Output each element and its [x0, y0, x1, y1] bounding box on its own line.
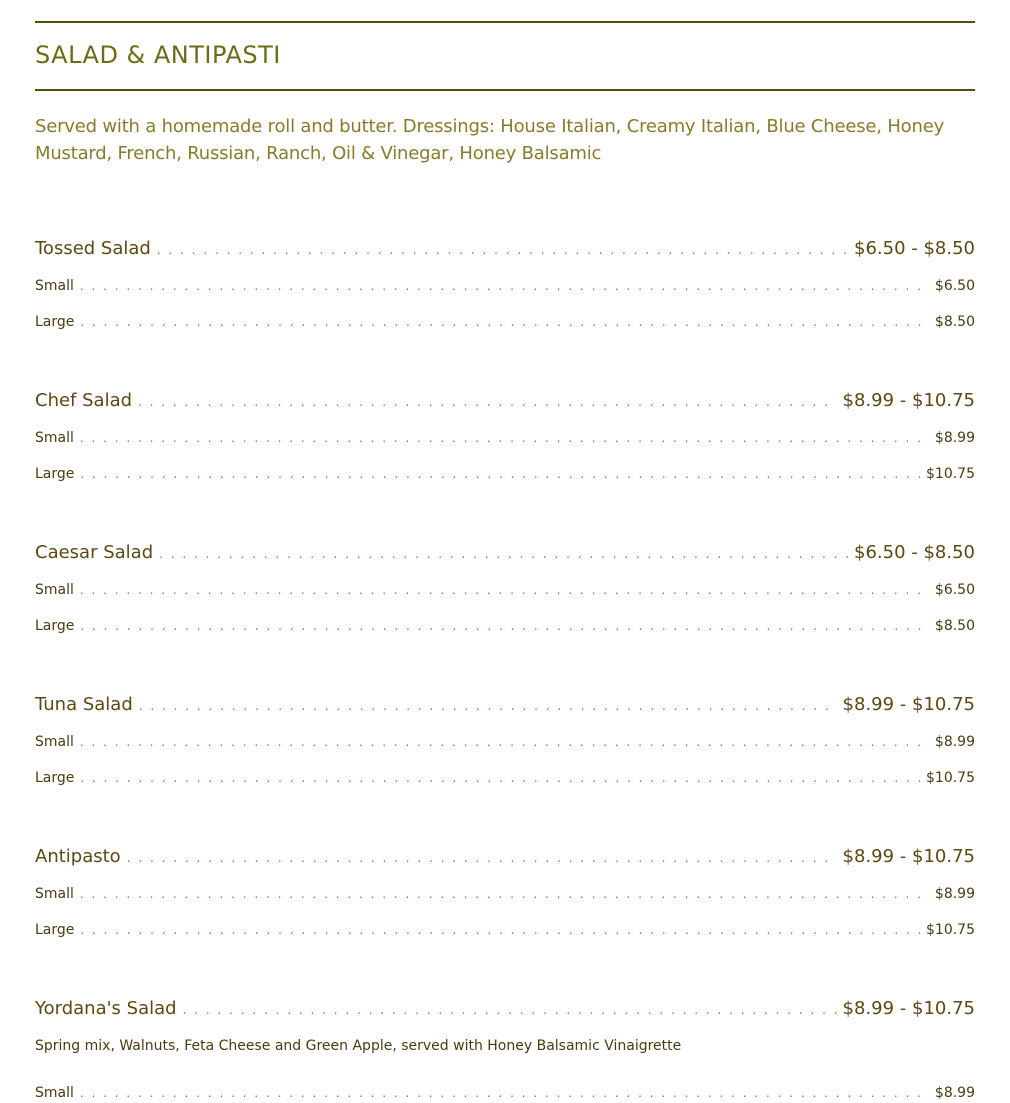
option-row	[35, 768, 975, 788]
option-label: Small	[35, 734, 74, 750]
dot-leader	[138, 390, 837, 414]
option-label: Small	[35, 278, 74, 294]
option-label: Large	[35, 922, 75, 938]
option-row	[35, 732, 975, 752]
menu-item-tossed-salad	[35, 237, 975, 332]
item-name: Tuna Salad	[35, 694, 133, 715]
item-name: Antipasto	[35, 846, 121, 867]
item-price-range: $8.99 - $10.75	[842, 998, 975, 1019]
option-row	[35, 884, 975, 904]
dot-leader	[80, 616, 929, 636]
dot-leader	[127, 846, 837, 870]
option-price: $8.99	[934, 430, 975, 446]
option-row	[35, 464, 975, 484]
option-label: Small	[35, 886, 74, 902]
option-label: Small	[35, 1085, 74, 1101]
option-label: Large	[35, 314, 75, 330]
option-price: $8.50	[934, 618, 975, 634]
dot-leader	[80, 580, 929, 600]
menu-item-yordanas-salad	[35, 997, 975, 1103]
dot-leader	[80, 276, 929, 296]
dot-leader	[80, 732, 929, 752]
option-label: Large	[35, 618, 75, 634]
item-description: Spring mix, Walnuts, Feta Cheese and Green Apple, served with Honey Balsamic Vinaigrette	[35, 1038, 682, 1054]
item-price-range: $8.99 - $10.75	[842, 846, 975, 867]
item-price-range: $6.50 - $8.50	[854, 542, 975, 563]
item-name: Chef Salad	[35, 390, 133, 411]
title-divider	[35, 89, 975, 91]
dot-leader	[159, 542, 848, 566]
option-row	[35, 580, 975, 600]
menu-item-antipasto	[35, 845, 975, 940]
option-price: $6.50	[934, 582, 975, 598]
item-price-range: $6.50 - $8.50	[854, 238, 975, 259]
option-price: $8.50	[934, 314, 975, 330]
menu-page	[35, 0, 975, 1103]
option-price: $10.75	[926, 466, 975, 482]
dot-leader	[80, 312, 929, 332]
dot-leader	[139, 694, 837, 718]
dot-leader	[80, 884, 929, 904]
option-price: $8.99	[934, 886, 975, 902]
top-divider	[35, 21, 975, 23]
menu-item-caesar-salad	[35, 541, 975, 636]
dot-leader	[80, 768, 920, 788]
dot-leader	[183, 998, 837, 1022]
option-row	[35, 920, 975, 940]
option-row	[35, 276, 975, 296]
menu-item-chef-salad	[35, 389, 975, 484]
option-row	[35, 428, 975, 448]
option-label: Small	[35, 582, 74, 598]
menu-item-tuna-salad	[35, 693, 975, 788]
option-price: $10.75	[926, 922, 975, 938]
dot-leader	[80, 464, 920, 484]
option-price: $6.50	[934, 278, 975, 294]
option-label: Large	[35, 466, 75, 482]
option-price: $8.99	[934, 1085, 975, 1101]
option-row	[35, 1083, 975, 1103]
option-price: $10.75	[926, 770, 975, 786]
dot-leader	[157, 238, 848, 262]
section-intro: Served with a homemade roll and butter. Dressings: House Italian, Creamy Italian, Blue Cheese, Honey Mustard, French, Russian, Ranch, Oil & Vinegar, Honey Balsamic	[35, 116, 945, 164]
option-price: $8.99	[934, 734, 975, 750]
option-label: Large	[35, 770, 75, 786]
dot-leader	[80, 1083, 929, 1103]
dot-leader	[80, 920, 920, 940]
item-price-range: $8.99 - $10.75	[842, 694, 975, 715]
option-row	[35, 312, 975, 332]
option-label: Small	[35, 430, 74, 446]
dot-leader	[80, 428, 929, 448]
item-price-range: $8.99 - $10.75	[842, 390, 975, 411]
item-name: Caesar Salad	[35, 542, 154, 563]
option-row	[35, 616, 975, 636]
item-name: Tossed Salad	[35, 238, 151, 259]
section-title: SALAD & ANTIPASTI	[35, 41, 281, 69]
item-name: Yordana's Salad	[35, 998, 177, 1019]
